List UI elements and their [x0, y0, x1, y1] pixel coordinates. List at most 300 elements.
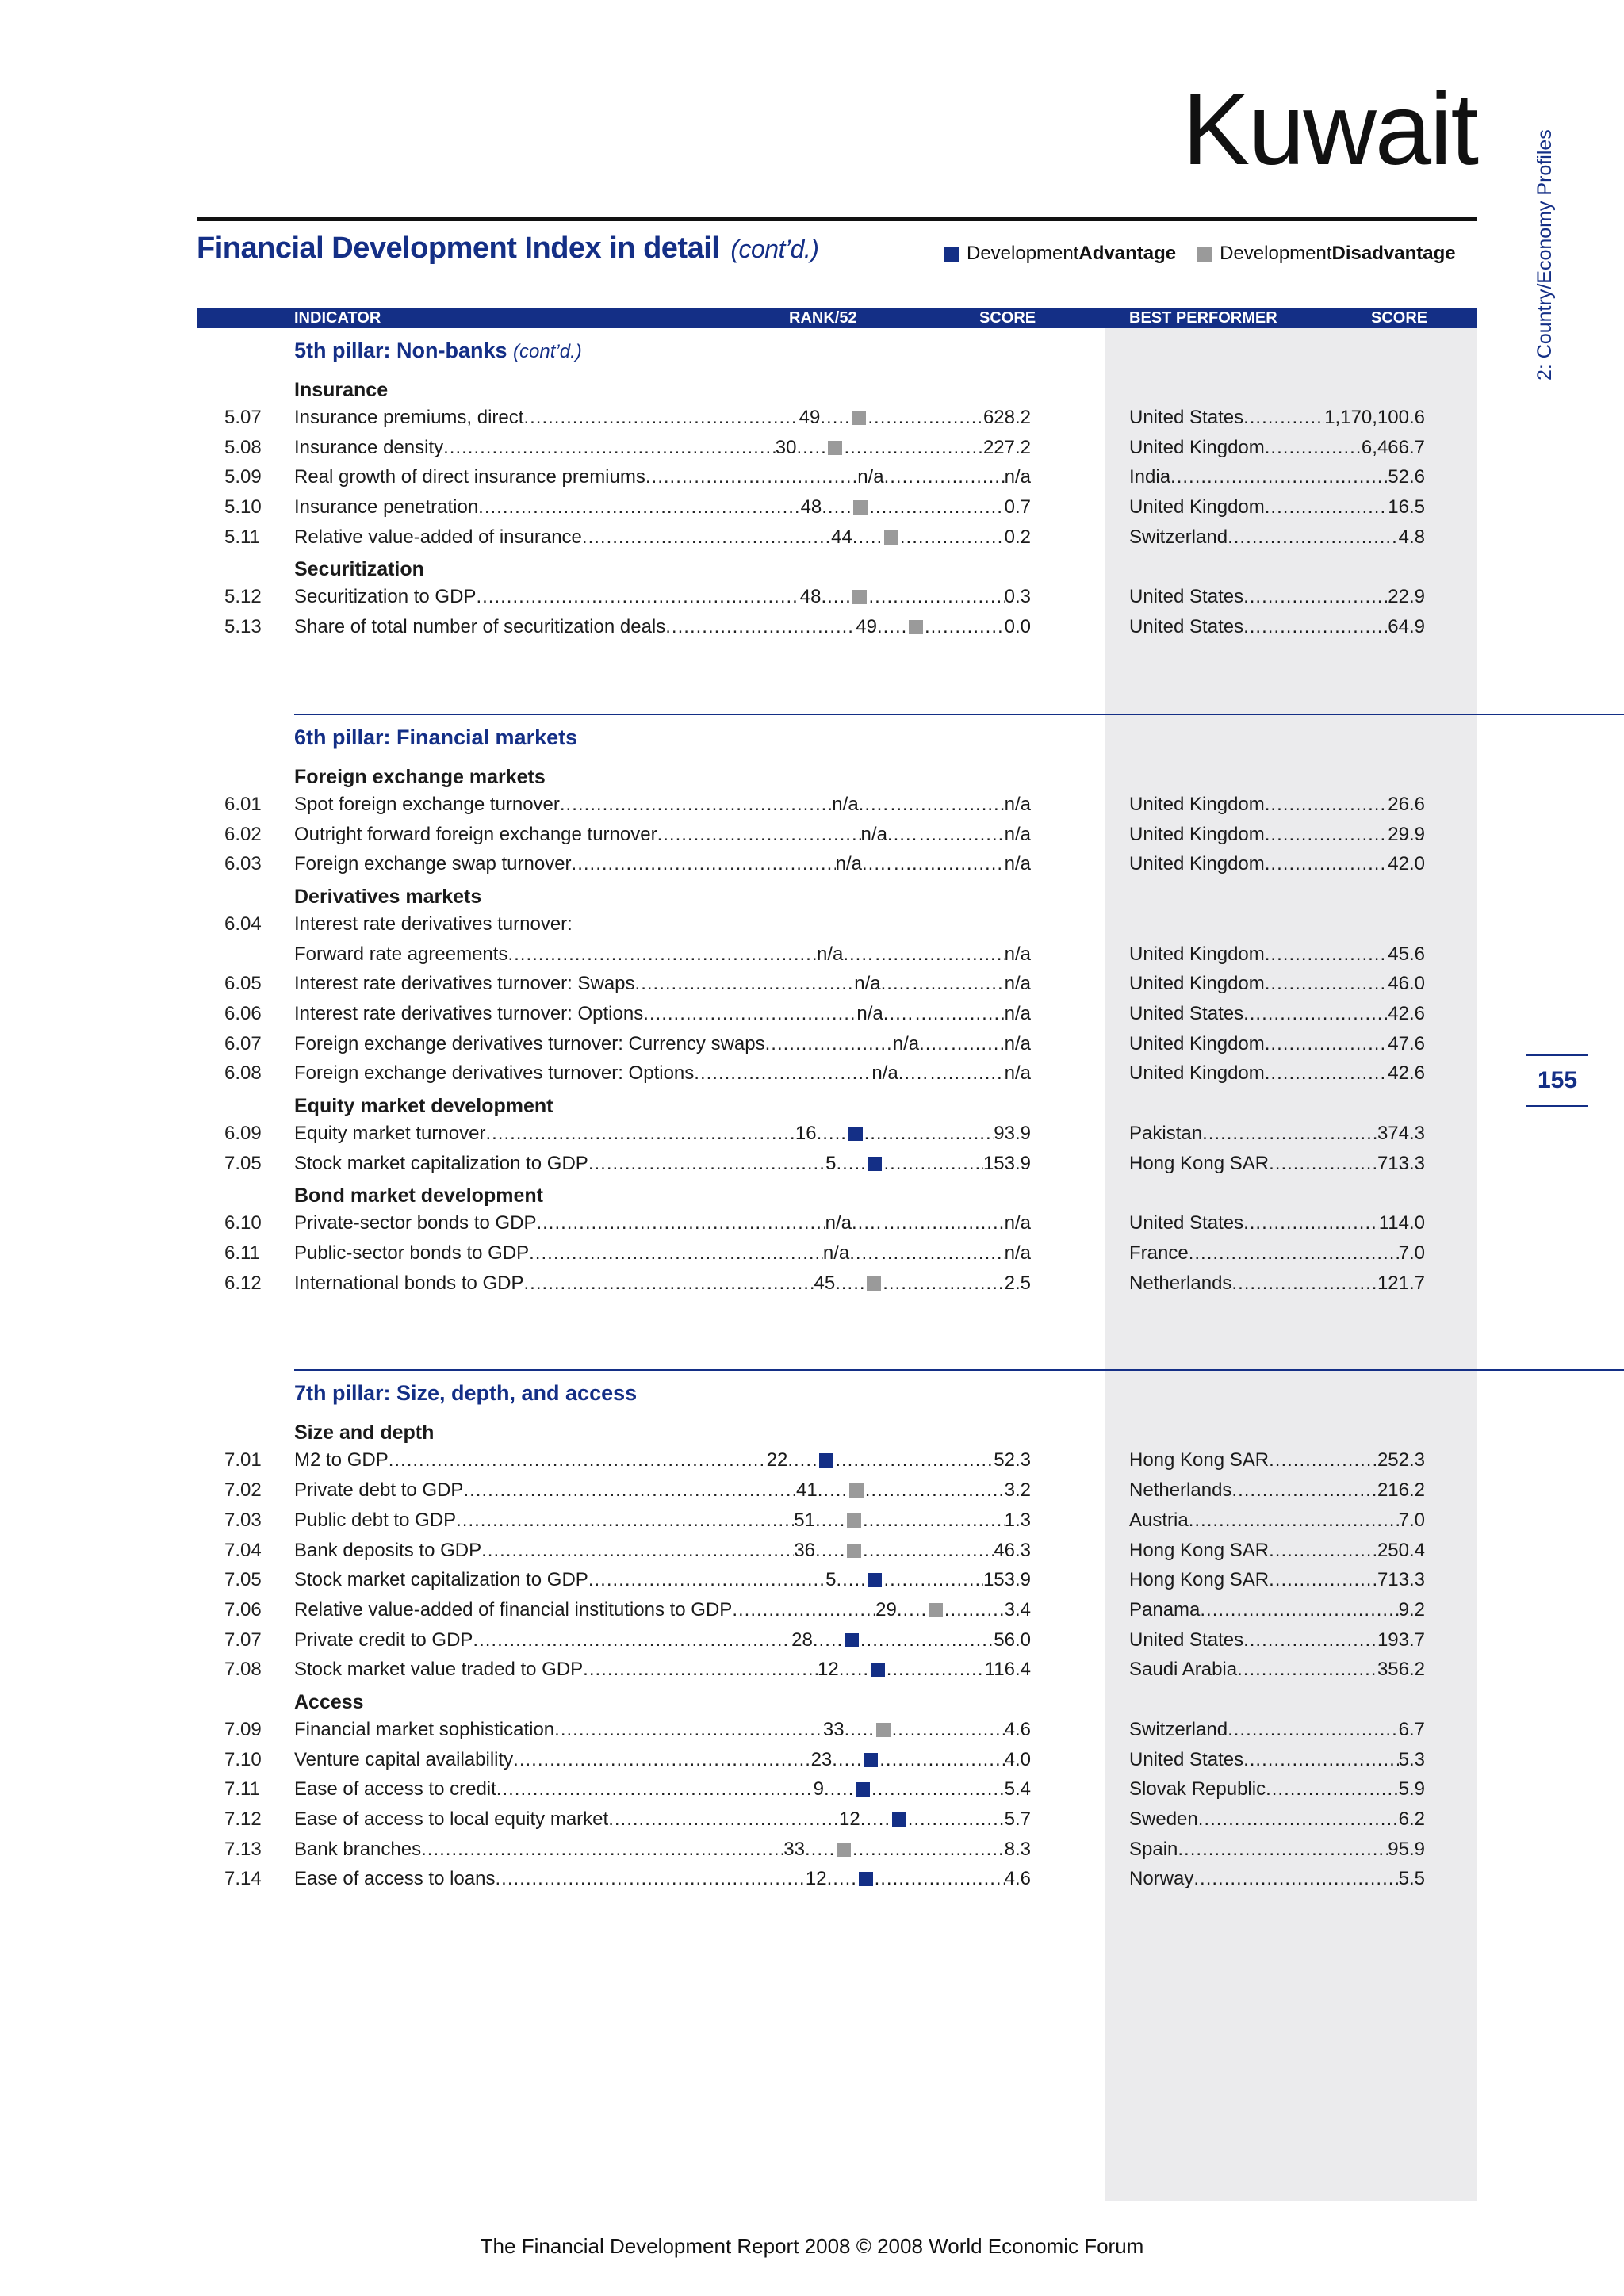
- rank-value: 9: [813, 1778, 825, 1800]
- indicator-cell: [294, 433, 1031, 463]
- section-heading: [197, 232, 818, 266]
- dot-leader: [1193, 1864, 1398, 1894]
- dot-leader: [787, 1445, 819, 1475]
- best-performer-name: United States: [1129, 1002, 1244, 1024]
- rank-value: 12: [805, 1868, 827, 1890]
- rank-value: 5: [825, 1569, 837, 1591]
- score-value: 0.7: [1004, 496, 1031, 519]
- dot-leader: [839, 1655, 871, 1685]
- pillar-title: [294, 1371, 637, 1415]
- disadvantage-square-icon: [853, 500, 868, 515]
- indicator-number: 6.08: [224, 1062, 262, 1085]
- best-performer-name: United Kingdom: [1129, 943, 1265, 965]
- indicator-number: 5.10: [224, 496, 262, 519]
- dot-leader: [1243, 1745, 1399, 1775]
- indicator-number: 6.01: [224, 793, 262, 815]
- dot-leader: [815, 1506, 847, 1536]
- indicator-name: Insurance density: [294, 436, 444, 458]
- dot-leader: [1189, 1506, 1399, 1536]
- dot-leader: [473, 1625, 791, 1655]
- rank-value: 48: [800, 496, 822, 519]
- table-row: [0, 1565, 1624, 1595]
- dot-leader: [645, 462, 857, 492]
- disadvantage-square-icon: [847, 1513, 861, 1528]
- dot-leader: [560, 790, 832, 820]
- best-performer-score: 26.6: [1388, 793, 1425, 815]
- subgroup-title: Equity market development: [294, 1095, 553, 1117]
- indicator-name: M2 to GDP: [294, 1449, 389, 1471]
- rank-value: 30: [775, 436, 797, 458]
- dot-leader: [822, 492, 853, 522]
- best-performer-score: 7.0: [1398, 1509, 1425, 1531]
- table-row: [0, 1149, 1624, 1179]
- table-row: [0, 1269, 1624, 1299]
- indicator-number: 7.06: [224, 1598, 262, 1621]
- indicator-name: Spot foreign exchange turnover: [294, 793, 560, 815]
- best-performer-score: 374.3: [1377, 1123, 1425, 1144]
- indicator-cell: [294, 1774, 1031, 1804]
- indicator-cell: [294, 1269, 1031, 1299]
- dot-leader: [588, 1149, 825, 1179]
- indicator-number: 7.03: [224, 1509, 262, 1531]
- indicator-cell: [294, 1745, 1031, 1775]
- dot-leader: [868, 403, 983, 433]
- indicator-cell: [294, 1149, 1031, 1179]
- indicator-name: Public debt to GDP: [294, 1509, 457, 1531]
- dot-leader: [915, 999, 1005, 1029]
- disadvantage-square-icon: [828, 441, 842, 455]
- dot-leader: [1269, 1149, 1377, 1179]
- table-row: [0, 939, 1624, 970]
- indicator-name: Ease of access to loans: [294, 1868, 496, 1890]
- subgroup-heading: [0, 1685, 1624, 1715]
- dot-leader: [884, 462, 916, 492]
- dot-leader: [456, 1506, 794, 1536]
- best-performer-cell: [1129, 1625, 1425, 1655]
- indicator-cell: [294, 1804, 1031, 1835]
- indicator-cell: [294, 612, 1031, 642]
- rank-value: n/a: [825, 1212, 852, 1234]
- best-performer-score: 7.0: [1398, 1242, 1425, 1265]
- rank-value: n/a: [816, 943, 844, 965]
- indicator-name: Bank deposits to GDP: [294, 1539, 482, 1561]
- rank-value: n/a: [835, 853, 862, 875]
- table-row: [0, 1475, 1624, 1506]
- subgroup-title: Size and depth: [294, 1422, 435, 1445]
- best-performer-score: 6,466.7: [1361, 436, 1425, 458]
- best-performer-name: India: [1129, 466, 1171, 488]
- table-row: [0, 1208, 1624, 1238]
- score-value: n/a: [1004, 1062, 1031, 1085]
- dot-leader: [836, 1149, 868, 1179]
- best-performer-cell: [1129, 1208, 1425, 1238]
- indicator-number: 5.07: [224, 407, 262, 428]
- legend: [944, 243, 1456, 265]
- indicator-cell: [294, 1595, 1031, 1625]
- dot-leader: [588, 1565, 825, 1595]
- dot-leader: [897, 1595, 929, 1625]
- indicator-number: 7.09: [224, 1718, 262, 1740]
- dot-leader: [827, 1864, 859, 1894]
- dot-leader: [892, 1715, 1005, 1745]
- dot-leader: [817, 1119, 848, 1149]
- pillar-title-cont: (cont’d.): [513, 341, 582, 362]
- table-row: [0, 1715, 1624, 1745]
- best-performer-name: Switzerland: [1129, 1718, 1228, 1740]
- best-performer-score: 42.0: [1388, 853, 1425, 875]
- rank-value: 12: [839, 1808, 860, 1830]
- header-best-performer: BEST PERFORMER: [1129, 309, 1277, 327]
- indicator-name: Share of total number of securitization deals: [294, 616, 666, 638]
- best-performer-cell: [1129, 522, 1425, 553]
- dot-leader: [443, 433, 776, 463]
- section-heading-text: Financial Development Index in detail: [197, 232, 720, 265]
- dot-leader: [657, 820, 861, 850]
- indicator-cell: [294, 1029, 1031, 1059]
- indicator-number: 6.07: [224, 1032, 262, 1054]
- disadvantage-swatch-icon: [1197, 247, 1212, 262]
- best-performer-cell: [1129, 1029, 1425, 1059]
- rank-value: 33: [783, 1838, 805, 1860]
- best-performer-cell: [1129, 1565, 1425, 1595]
- indicator-number: 7.14: [224, 1868, 262, 1890]
- dot-leader: [881, 1238, 1004, 1269]
- score-value: n/a: [1004, 1242, 1031, 1265]
- best-performer-name: United Kingdom: [1129, 853, 1265, 875]
- dot-leader: [1228, 522, 1399, 553]
- best-performer-name: United States: [1129, 586, 1244, 608]
- indicator-cell: [294, 849, 1031, 879]
- rank-value: n/a: [860, 823, 887, 845]
- score-value: 56.0: [994, 1628, 1031, 1651]
- dot-leader: [868, 582, 1004, 612]
- best-performer-cell: [1129, 790, 1425, 820]
- dot-leader: [421, 1835, 783, 1865]
- indicator-name: Financial market sophistication: [294, 1718, 555, 1740]
- dot-leader: [835, 1445, 994, 1475]
- best-performer-score: 713.3: [1377, 1152, 1425, 1174]
- dot-leader: [732, 1595, 875, 1625]
- disadvantage-square-icon: [884, 530, 898, 545]
- rank-value: 23: [810, 1748, 833, 1770]
- dot-leader: [1243, 403, 1324, 433]
- dot-leader: [572, 849, 836, 879]
- best-performer-name: United Kingdom: [1129, 1032, 1265, 1054]
- score-value: n/a: [1004, 823, 1031, 845]
- indicator-cell: [294, 492, 1031, 522]
- best-performer-cell: [1129, 1804, 1425, 1835]
- dot-leader: [1265, 820, 1388, 850]
- indicator-cell: [294, 1565, 1031, 1595]
- indicator-name: Foreign exchange swap turnover: [294, 853, 572, 875]
- indicator-cell: [294, 1119, 1031, 1149]
- score-value: 3.4: [1004, 1598, 1031, 1621]
- best-performer-name: Spain: [1129, 1838, 1178, 1860]
- subgroup-title: Derivatives markets: [294, 885, 482, 908]
- best-performer-name: France: [1129, 1242, 1189, 1265]
- dot-leader: [1198, 1804, 1399, 1835]
- indicator-cell: [294, 522, 1031, 553]
- table-row: [0, 1506, 1624, 1536]
- best-performer-cell: [1129, 939, 1425, 970]
- dot-leader: [513, 1745, 810, 1775]
- dot-leader: [496, 1774, 814, 1804]
- best-performer-name: United Kingdom: [1129, 793, 1265, 815]
- dot-leader: [859, 790, 891, 820]
- indicator-name: Stock market value traded to GDP: [294, 1659, 584, 1681]
- dot-leader: [818, 1475, 849, 1506]
- score-value: n/a: [1004, 1032, 1031, 1054]
- rank-value: 16: [795, 1123, 817, 1144]
- table-row: [0, 522, 1624, 553]
- dot-leader: [1265, 1058, 1388, 1089]
- dot-leader: [875, 1864, 1005, 1894]
- legend-disadvantage: Disadvantage: [1331, 243, 1456, 264]
- rank-value: n/a: [857, 466, 884, 488]
- dot-leader: [862, 849, 894, 879]
- indicator-name: Venture capital availability: [294, 1748, 514, 1770]
- subgroup-heading: [0, 373, 1624, 403]
- score-value: n/a: [1004, 973, 1031, 995]
- best-performer-score: 252.3: [1377, 1449, 1425, 1471]
- table-row: [0, 1625, 1624, 1655]
- best-performer-score: 16.5: [1388, 496, 1425, 519]
- best-performer-name: Saudi Arabia: [1129, 1659, 1238, 1681]
- best-performer-name: Netherlands: [1129, 1272, 1232, 1294]
- score-value: 2.5: [1004, 1272, 1031, 1294]
- indicator-cell: [294, 1625, 1031, 1655]
- indicator-name: Bank branches: [294, 1838, 422, 1860]
- indicator-cell: [294, 1475, 1031, 1506]
- rank-value: 48: [799, 586, 822, 608]
- header-score: SCORE: [979, 309, 1036, 327]
- advantage-square-icon: [864, 1753, 878, 1767]
- indicator-name: Insurance premiums, direct: [294, 407, 524, 428]
- indicator-number: 5.12: [224, 586, 262, 608]
- best-performer-cell: [1129, 1269, 1425, 1299]
- dot-leader: [883, 999, 915, 1029]
- dot-leader: [919, 820, 1005, 850]
- table-row: [0, 790, 1624, 820]
- best-performer-name: United States: [1129, 616, 1244, 638]
- indicator-name: Interest rate derivatives turnover: Swaps: [294, 973, 635, 995]
- subgroup-title: Foreign exchange markets: [294, 765, 546, 788]
- score-value: 0.0: [1004, 616, 1031, 638]
- rank-value: n/a: [854, 973, 881, 995]
- best-performer-cell: [1129, 462, 1425, 492]
- indicator-number: 6.03: [224, 853, 262, 875]
- score-value: 153.9: [982, 1152, 1031, 1174]
- dot-leader: [844, 433, 982, 463]
- score-value: 8.3: [1004, 1838, 1031, 1860]
- indicator-name: Ease of access to local equity market: [294, 1808, 609, 1830]
- dot-leader: [1202, 1119, 1377, 1149]
- table-row: [0, 1058, 1624, 1089]
- dot-leader: [463, 1475, 796, 1506]
- indicator-number: 7.08: [224, 1659, 262, 1681]
- dot-leader: [1265, 849, 1388, 879]
- indicator-cell: [294, 1835, 1031, 1865]
- advantage-square-icon: [848, 1127, 863, 1141]
- score-value: 628.2: [982, 407, 1031, 428]
- score-value: 0.2: [1004, 526, 1031, 548]
- rank-value: n/a: [871, 1062, 898, 1085]
- dot-leader: [852, 1208, 883, 1238]
- dot-leader: [883, 1149, 982, 1179]
- best-performer-score: 47.6: [1388, 1032, 1425, 1054]
- table-row: [0, 1119, 1624, 1149]
- rank-value: 51: [794, 1509, 815, 1531]
- dot-leader: [476, 582, 799, 612]
- dot-leader: [824, 1774, 856, 1804]
- score-value: 0.3: [1004, 586, 1031, 608]
- dot-leader: [913, 969, 1005, 999]
- subgroup-title: Access: [294, 1690, 364, 1713]
- score-value: 1.3: [1004, 1509, 1031, 1531]
- dot-leader: [1231, 1269, 1377, 1299]
- score-value: 4.6: [1004, 1718, 1031, 1740]
- dot-leader: [608, 1804, 839, 1835]
- dot-leader: [478, 492, 800, 522]
- rank-value: 44: [831, 526, 852, 548]
- table-row: [0, 849, 1624, 879]
- indicator-number: 7.05: [224, 1152, 262, 1174]
- indicator-number: 6.10: [224, 1212, 262, 1234]
- dot-leader: [1178, 1835, 1388, 1865]
- indicator-name: Securitization to GDP: [294, 586, 477, 608]
- best-performer-name: Austria: [1129, 1509, 1189, 1531]
- score-value: 153.9: [982, 1569, 1031, 1591]
- dot-leader: [1265, 969, 1388, 999]
- best-performer-score: 250.4: [1377, 1539, 1425, 1561]
- dot-leader: [813, 1625, 845, 1655]
- rank-value: 22: [766, 1449, 788, 1471]
- best-performer-score: 45.6: [1388, 943, 1425, 965]
- pillar-title-text: 5th pillar: Non-banks: [294, 339, 508, 362]
- best-performer-cell: [1129, 1058, 1425, 1089]
- best-performer-name: United States: [1129, 407, 1244, 428]
- legend-advantage-prefix: Development: [967, 243, 1079, 264]
- dot-leader: [1237, 1655, 1377, 1685]
- disadvantage-square-icon: [867, 1276, 881, 1291]
- disadvantage-square-icon: [847, 1544, 861, 1558]
- table-row: [0, 1536, 1624, 1566]
- indicator-table: [0, 328, 1624, 1894]
- best-performer-score: 9.2: [1398, 1598, 1425, 1621]
- title-rule: [197, 217, 1477, 221]
- indicator-number: 7.01: [224, 1449, 262, 1471]
- score-value: 5.4: [1004, 1778, 1031, 1800]
- dot-leader: [481, 1536, 794, 1566]
- best-performer-score: 5.9: [1398, 1778, 1425, 1800]
- indicator-name: Real growth of direct insurance premiums: [294, 466, 645, 488]
- subgroup-heading: [0, 1415, 1624, 1445]
- indicator-number: 5.13: [224, 616, 262, 638]
- dot-leader: [1170, 462, 1388, 492]
- dot-leader: [871, 1774, 1005, 1804]
- indicator-number: 5.09: [224, 466, 262, 488]
- table-row: [0, 1864, 1624, 1894]
- dot-leader: [944, 1595, 1005, 1625]
- best-performer-score: 356.2: [1377, 1659, 1425, 1681]
- best-performer-cell: [1129, 820, 1425, 850]
- advantage-square-icon: [856, 1782, 870, 1797]
- indicator-name: Equity market turnover: [294, 1123, 486, 1144]
- best-performer-cell: [1129, 1238, 1425, 1269]
- dot-leader: [495, 1864, 805, 1894]
- indicator-cell: [294, 969, 1031, 999]
- dot-leader: [821, 582, 852, 612]
- best-performer-score: 114.0: [1378, 1212, 1425, 1234]
- dot-leader: [845, 1715, 876, 1745]
- indicator-name: Outright forward foreign exchange turnover: [294, 823, 657, 845]
- dot-leader: [883, 1208, 1005, 1238]
- table-row: [0, 999, 1624, 1029]
- best-performer-cell: [1129, 1119, 1425, 1149]
- indicator-number: 6.09: [224, 1123, 262, 1144]
- best-performer-name: Norway: [1129, 1868, 1194, 1890]
- dot-leader: [1200, 1595, 1398, 1625]
- best-performer-cell: [1129, 1715, 1425, 1745]
- best-performer-name: United Kingdom: [1129, 973, 1265, 995]
- best-performer-score: 22.9: [1388, 586, 1425, 608]
- header-best-score: SCORE: [1371, 309, 1428, 327]
- indicator-number: 7.11: [224, 1778, 260, 1800]
- indicator-cell: [294, 999, 1031, 1029]
- best-performer-score: 64.9: [1388, 616, 1425, 638]
- indicator-name: Interest rate derivatives turnover: Options: [294, 1002, 644, 1024]
- indicator-number: 6.05: [224, 973, 262, 995]
- section-heading-cont: (cont’d.): [730, 235, 819, 263]
- dot-leader: [1269, 1445, 1377, 1475]
- score-value: 116.4: [984, 1659, 1031, 1681]
- table-header-bar: [197, 308, 1477, 328]
- dot-leader: [635, 969, 855, 999]
- dot-leader: [879, 1745, 1004, 1775]
- indicator-cell: [294, 1238, 1031, 1269]
- indicator-number: 6.04: [224, 913, 262, 935]
- indicator-cell: [294, 582, 1031, 612]
- advantage-square-icon: [871, 1663, 885, 1677]
- best-performer-name: United Kingdom: [1129, 823, 1265, 845]
- pillar-spacer: [0, 642, 1624, 714]
- pillar-title: [294, 715, 577, 760]
- best-performer-cell: [1129, 612, 1425, 642]
- indicator-number: 6.11: [224, 1242, 260, 1265]
- table-row: [0, 1445, 1624, 1475]
- table-row: [0, 492, 1624, 522]
- score-value: 52.3: [994, 1449, 1031, 1471]
- indicator-number: 5.08: [224, 436, 262, 458]
- best-performer-score: 42.6: [1388, 1062, 1425, 1085]
- indicator-cell: [294, 462, 1031, 492]
- dot-leader: [860, 1804, 892, 1835]
- best-performer-cell: [1129, 1864, 1425, 1894]
- dot-leader: [900, 522, 1005, 553]
- best-performer-name: United States: [1129, 1212, 1244, 1234]
- dot-leader: [908, 1804, 1005, 1835]
- table-row: [0, 820, 1624, 850]
- score-value: 5.7: [1004, 1808, 1031, 1830]
- indicator-number: 7.12: [224, 1808, 262, 1830]
- indicator-name: Private credit to GDP: [294, 1628, 473, 1651]
- best-performer-name: United Kingdom: [1129, 496, 1265, 519]
- best-performer-cell: [1129, 492, 1425, 522]
- best-performer-cell: [1129, 403, 1425, 433]
- best-performer-score: 6.2: [1398, 1808, 1425, 1830]
- indicator-cell: [294, 1536, 1031, 1566]
- indicator-cell: [294, 1506, 1031, 1536]
